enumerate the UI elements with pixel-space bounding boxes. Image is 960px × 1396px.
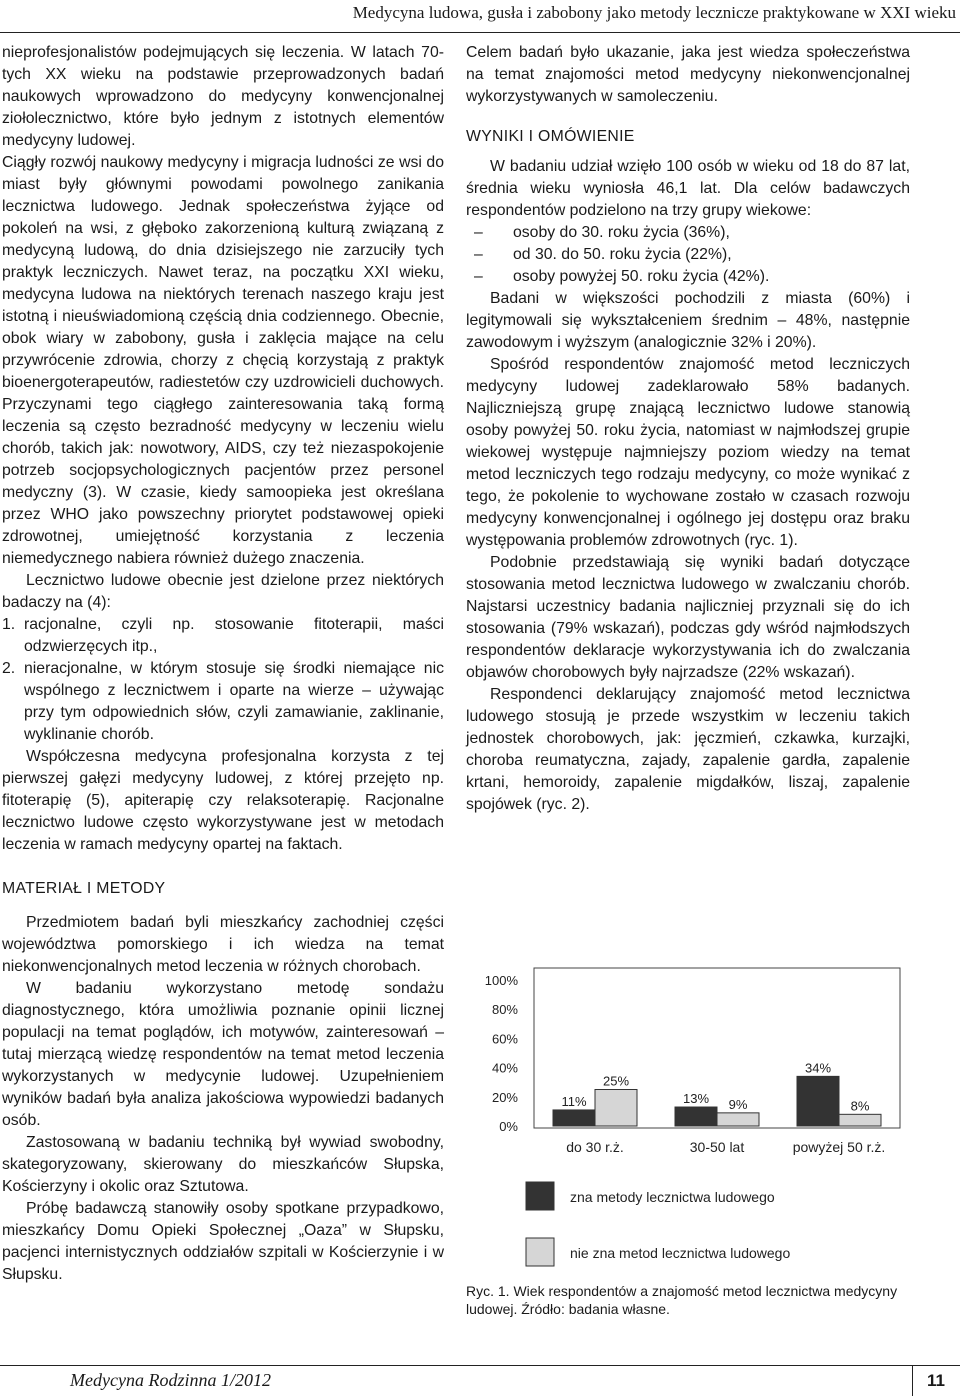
paragraph: Próbę badawczą stanowiły osoby spotkane przypadkowo, mieszkańcy Domu Opieki Społecznej „Oaza” w Słupsku, pacjenci internistycznych oddziałów szpitali w Kościerzynie i w Słupsku. — [2, 1200, 444, 1283]
running-header — [0, 0, 960, 33]
list-item — [2, 658, 444, 746]
dash-list — [466, 222, 910, 288]
paragraph: Lecznictwo ludowe obecnie jest dzielone przez niektórych badaczy na (4): — [2, 572, 444, 611]
y-tick-label: 20% — [491, 1089, 518, 1105]
bar-does-not-know — [717, 1113, 759, 1126]
legend-swatch — [526, 1182, 554, 1210]
paragraph: W badaniu udział wzięło 100 osób w wieku od 18 do 87 lat, średnia wieku wyniosła 46,1 lat. Dla celów badawczych respondentów podzielono na trzy grupy wiekowe: — [466, 158, 910, 219]
list-item — [2, 614, 444, 658]
journal-name: Medycyna Rodzinna 1/2012 — [70, 1370, 271, 1390]
paragraph: Celem badań było ukazanie, jaka jest wiedza społeczeństwa na temat znajomości metod medycyny niekonwencjonalnej wykorzystywanych w samoleczeniu. — [466, 44, 910, 105]
y-tick-label: 40% — [491, 1060, 518, 1076]
paragraph: W badaniu wykorzystano metodę sondażu diagnostycznego, która umożliwia poznanie opinii licznej populacji na temat poglądów, ich motywów, zainteresowań – tutaj mierzącą wiedzę respondentów na temat metod leczenia wykorzystanych w medycynie ludowej. Uzupełnieniem wyników badań była analiza jakościowa wypowiedzi badanych osób. — [2, 980, 444, 1129]
legend-label: zna metody lecznictwa ludowego — [570, 1189, 775, 1205]
bar-knows — [553, 1110, 595, 1126]
list-text: racjonalne, czyli np. stosowanie fitoterapii, maści odzwierzęcych itp., — [24, 616, 444, 655]
list-number: 1. — [2, 616, 16, 633]
bar-knows — [797, 1076, 839, 1126]
figure-caption: Ryc. 1. Wiek respondentów a znajomość metod lecznictwa medycyny ludowej. Źródło: badania własne. — [466, 1283, 898, 1317]
bar-value-label: 8% — [850, 1098, 870, 1114]
plot-frame — [534, 968, 900, 1128]
running-title: Medycyna ludowa, gusła i zabobony jako metody lecznicze praktykowane w XXI wieku — [352, 3, 956, 22]
list-number: 2. — [2, 660, 16, 677]
bar-value-label: 9% — [728, 1096, 748, 1112]
paragraph: Badani w większości pochodzili z miasta (60%) i legitymowali się wykształceniem średnim – 48%, następnie zawodowym i wyższym (analogicznie 32% i 20%). — [466, 290, 910, 351]
y-tick-label: 0% — [499, 1119, 518, 1134]
figure — [466, 958, 916, 1278]
left-column — [2, 42, 444, 1286]
section-heading: WYNIKI I OMÓWIENIE — [466, 128, 635, 145]
y-tick-label: 80% — [491, 1002, 518, 1018]
paragraph: Ciągły rozwój naukowy medycyny i migracja ludności ze wsi do miast były głównymi powodami powolnego zanikania lecznictwa ludowego. Jednak społeczeństwa żyjące od pokoleń na wsi, z głęboko zakorzenioną kulturą związaną z medycyną ludową, do dnia dzisiejszego nie zarzuciły tych praktyk leczniczych. Nawet teraz, na początku XXI wieku, medycyna ludowa na niektórych terenach naszego kraju jest istotną i nieuświadomioną częścią dnia codziennego. Obecnie, obok wiary w zabobony, gusła i zaklęcia mające na celu przywrócenie zdrowia, chorzy z chęcią korzystają z praktyk bioenergoterapeutów, radiestetów czy uzdrowicieli duchowych. Przyczynami tego ciągłego zainteresowania taką formą leczenia są często bezradność medycyny w leczeniu wielu chorób, takich jak: nowotwory, AIDS, czy też niezaspokojenie potrzeb socjopsychologicznych pacjentów przez personel medyczny (3). W czasie, kiedy samoopieka jest określana przez WHO jako powszechny priorytet podstawowej opieki zdrowotnej, umiejętność korzystania z leczenia niemedycznego nabiera również dużego znaczenia. — [2, 154, 444, 567]
x-category-label: do 30 r.ż. — [566, 1139, 624, 1155]
x-category-label: powyżej 50 r.ż. — [792, 1139, 886, 1155]
list-text: osoby do 30. roku życia (36%), — [513, 224, 730, 241]
list-item: – osoby powyżej 50. roku życia (42%). — [474, 268, 770, 285]
page-footer — [0, 1365, 960, 1396]
numbered-list — [2, 614, 444, 746]
y-tick-label: 60% — [491, 1031, 518, 1047]
paragraph: Przedmiotem badań byli mieszkańcy zachodniej części województwa pomorskiego i ich wiedza na temat niekonwencjonalnych metod leczenia w różnych chorobach. — [2, 914, 444, 975]
paragraph: Respondenci deklarujący znajomość metod lecznictwa ludowego stosują je przede wszystkim w leczeniu takich jednostek chorobowych, jak: jęczmień, czkawka, kurzajki, choroba reumatyczna, zajady, zapalenie gardła, zapalenie krtani, hemoroidy, zapalenie migdałków, liszaj, zapalenie spojówek (ryc. 2). — [466, 686, 910, 813]
right-column — [466, 42, 910, 816]
list-text: od 30. do 50. roku życia (22%), — [513, 246, 732, 263]
bar-value-label: 34% — [804, 1060, 832, 1076]
paragraph: nieprofesjonalistów podejmujących się leczenia. W latach 70-tych XX wieku na podstawie przeprowadzonych badań naukowych wprowadzono do medycyny konwencjonalnej ziołolecznictwo, które było jednym z istotnych elementów medycyny ludowej. — [2, 44, 444, 149]
bar-chart — [466, 958, 916, 1278]
paragraph: Zastosowaną w badaniu techniką był wywiad swobodny, skategoryzowany, skierowany do mieszkańców Słupska, Kościerzyny i okolic oraz Sztutowa. — [2, 1134, 444, 1195]
y-tick-label: 100% — [484, 973, 518, 988]
x-category-label: 30-50 lat — [689, 1139, 745, 1155]
legend-swatch — [526, 1238, 554, 1266]
paragraph: Spośród respondentów znajomość metod leczniczych medycyny ludowej zadeklarowało 58% badanych. Najliczniejszą grupę znającą lecznictwo ludowe stanowią osoby powyżej 50. roku życia, natomiast w najmłodszej grupie wiekowej występuje najmniejszy poziom wiedzy na temat metod leczniczych tego rodzaju medycyny, co może wynikać z tego, że pokolenie to wychowane zostało w czasach rozwoju medycyny konwencjonalnej i ogólnego jej dostępu oraz braku występowania problemów zdrowotnych (ryc. 1). — [466, 356, 910, 549]
page-number: 11 — [912, 1366, 959, 1396]
list-item: – osoby do 30. roku życia (36%), — [474, 224, 730, 241]
bar-does-not-know — [839, 1114, 881, 1126]
list-text: osoby powyżej 50. roku życia (42%). — [513, 268, 770, 285]
bar-value-label: 11% — [561, 1093, 587, 1109]
paragraph: Podobnie przedstawiają się wyniki badań dotyczące stosowania metod lecznictwa ludowego w zwalczaniu chorób. Najstarsi uczestnicy badania najliczniej przyznali się do ich stosowania (79% wskazań), podczas gdy wśród najmłodszych respondentów deklaracje wykorzystywania ich do zwalczania objawów chorobowych były najrzadsze (22% wskazań). — [466, 554, 910, 681]
list-item: – od 30. do 50. roku życia (22%), — [474, 246, 732, 263]
bar-knows — [675, 1107, 717, 1126]
bar-value-label: 13% — [682, 1091, 710, 1107]
legend-label: nie zna metod lecznictwa ludowego — [570, 1245, 791, 1261]
bar-value-label: 25% — [602, 1073, 630, 1089]
list-text: nieracjonalne, w którym stosuje się środki niemające nic wspólnego z lecznictwem i oparte na wierze – używając przy tym odpowiednich słów, czyli zamawianie, zaklinanie, wyklinanie chorób. — [24, 660, 444, 743]
paragraph: Współczesna medycyna profesjonalna korzysta z tej pierwszej gałęzi medycyny ludowej, z której przejęto np. fitoterapię (5), apiterapię czy relaksoterapię. Racjonalne lecznictwo ludowe często wykorzystywane jest w metodach leczenia w ramach medycyny opartej na faktach. — [2, 748, 444, 853]
bar-does-not-know — [595, 1090, 637, 1127]
section-heading: MATERIAŁ I METODY — [2, 880, 166, 897]
